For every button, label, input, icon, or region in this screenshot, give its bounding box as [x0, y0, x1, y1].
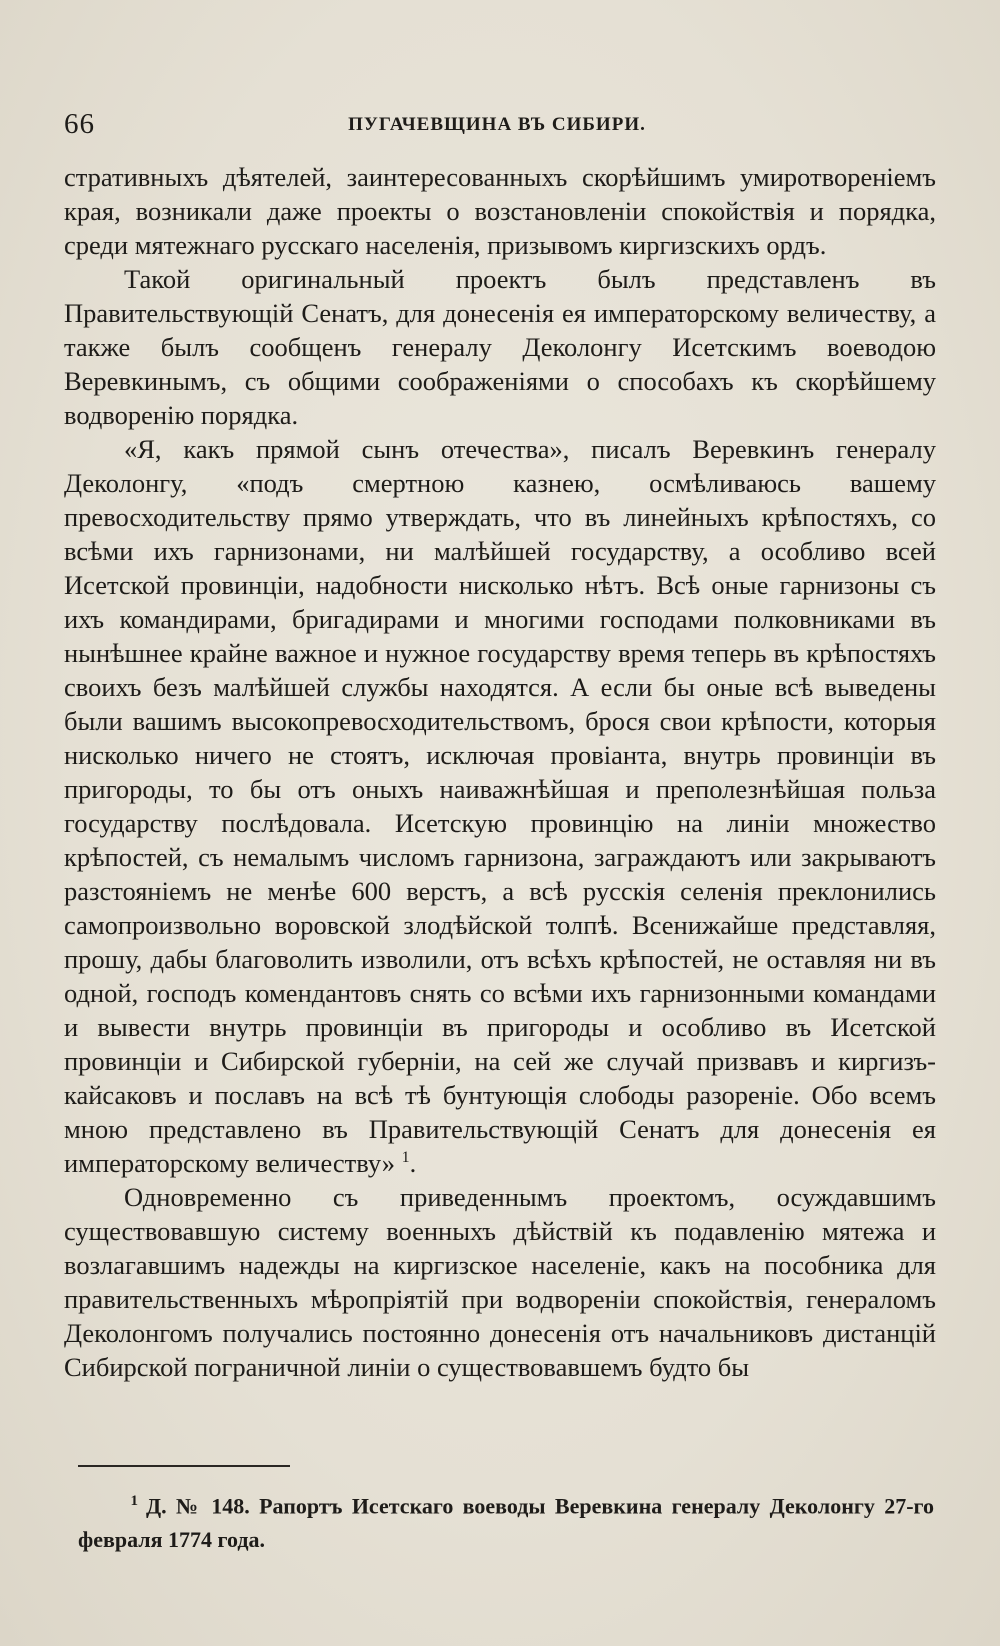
quote-text: «Я, какъ прямой сынъ отечества», писалъ Веревкинъ генералу Деколонгу, «подъ смертною казнею, осмѣливаюсь вашему превосходительству прямо утверждать, что въ линейныхъ крѣпостяхъ, со всѣми ихъ гарнизонами, ни малѣйшей государству, а особливо всей Исетской провинціи, надобности нисколько нѣтъ. Всѣ оные гарнизоны съ ихъ командирами, бригадирами и многими господами полковниками въ нынѣшнее крайне важное и нужное государству время теперь въ крѣпостяхъ своихъ безъ малѣйшей службы находятся. А если бы оные всѣ выведены были вашимъ высокопревосходительствомъ, брося свои крѣпости, которыя нисколько ничего не стоятъ, исключая провіанта, внутрь провинціи въ пригороды, то бы отъ оныхъ наиважнѣйшая и преполезнѣйшая польза государству послѣдовала. Исетскую провинцію на линіи множество крѣпостей, съ немалымъ числомъ гарнизона, заграждаютъ или закрываютъ разстояніемъ не менѣе 600 верстъ, а всѣ русскія селенія преклонились самопроизвольно воровской злодѣйской толпѣ. Всенижайше представляя, прошу, дабы благоволить изволили, отъ всѣхъ крѣпостей, не оставляя ни въ одной, господъ комендантовъ снять со всѣми ихъ гарнизонными командами и вывести внутрь провинціи въ пригороды и особливо въ Исетской провинціи и Сибирской губерніи, на сей же случай призвавъ и киргизъ-кайсаковъ и пославъ на всѣ тѣ бунтующія слободы разореніе. Обо всемъ мною представлено въ Правительствующій Сенатъ для донесенія ея императорскому величеству» — [64, 434, 936, 1178]
paragraph-continuation: стративныхъ дѣятелей, заинтересованныхъ скорѣйшимъ умиротвореніемъ края, возникали даже проекты о возстановленіи спокойствія и порядка, среди мятежнаго русскаго населенія, призывомъ киргизскихъ ордъ. — [64, 162, 936, 260]
paragraph-project: Такой оригинальный проектъ былъ представленъ въ Правительствующій Сенатъ, для донесенія ея императорскому величеству, а также былъ сообщенъ генералу Деколонгу Исетскимъ воеводою Веревкинымъ, съ общими соображеніями о способахъ къ скорѣйшему водворенію порядка. — [64, 264, 936, 430]
body-text — [64, 160, 936, 1384]
footnote-marker: 1 — [130, 1493, 138, 1509]
page-header — [64, 108, 930, 148]
running-title: ПУГАЧЕВЩИНА ВЪ СИБИРИ. — [348, 114, 646, 135]
page-number: 66 — [64, 108, 95, 140]
paragraph-quote: «Я, какъ прямой сынъ отечества», писалъ Веревкинъ генералу Деколонгу, «подъ смертною казнею, осмѣливаюсь вашему превосходительству прямо утверждать, что въ линейныхъ крѣпостяхъ, со всѣми ихъ гарнизонами, ни малѣйшей государству, а особливо всей Исетской провинціи, надобности нисколько нѣтъ. Всѣ оные гарнизоны съ ихъ командирами, бригадирами и многими господами полковниками въ нынѣшнее крайне важное и нужное государству время теперь въ крѣпостяхъ своихъ безъ малѣйшей службы находятся. А если бы оные всѣ выведены были вашимъ высокопревосходительствомъ, брося свои крѣпости, которыя нисколько ничего не стоятъ, исключая провіанта, внутрь провинціи въ пригороды, то бы отъ оныхъ наиважнѣйшая и преполезнѣйшая польза государству послѣдовала. Исетскую провинцію на линіи множество крѣпостей, съ немалымъ числомъ гарнизона, заграждаютъ или закрываютъ разстояніемъ не менѣе 600 верстъ, а всѣ русскія селенія преклонились самопроизвольно воровской злодѣйской толпѣ. Всенижайше представляя, прошу, дабы благоволить изволили, отъ всѣхъ крѣпостей, не оставляя ни въ одной, господъ комендантовъ снять со всѣми ихъ гарнизонными командами и вывести внутрь провинціи въ пригороды и особливо въ Исетской провинціи и Сибирской губерніи, на сей же случай призвавъ и киргизъ-кайсаковъ и пославъ на всѣ тѣ бунтующія слободы разореніе. Обо всемъ мною представлено въ Правительствующій Сенатъ для донесенія ея императорскому величеству» $^1$. — [64, 434, 936, 1178]
footnote-text: Д. № 148. Рапортъ Исетскаго воеводы Веревкина генералу Деколонгу 27-го февраля 1774 года. — [78, 1493, 934, 1553]
footnote — [78, 1484, 934, 1557]
footnote-divider — [78, 1465, 290, 1467]
footnote-reference[interactable]: 1 — [401, 1149, 410, 1167]
paragraph-reports: Одновременно съ приведеннымъ проектомъ, осуждавшимъ существовавшую систему военныхъ дѣйствій къ подавленію мятежа и возлагавшимъ надежды на киргизское населеніе, какъ на пособника для правительственныхъ мѣропріятій при водвореніи спокойствія, генераломъ Деколонгомъ получались постоянно донесенія отъ начальниковъ дистанцій Сибирской пограничной линіи о существовавшемъ будто бы — [64, 1182, 936, 1382]
